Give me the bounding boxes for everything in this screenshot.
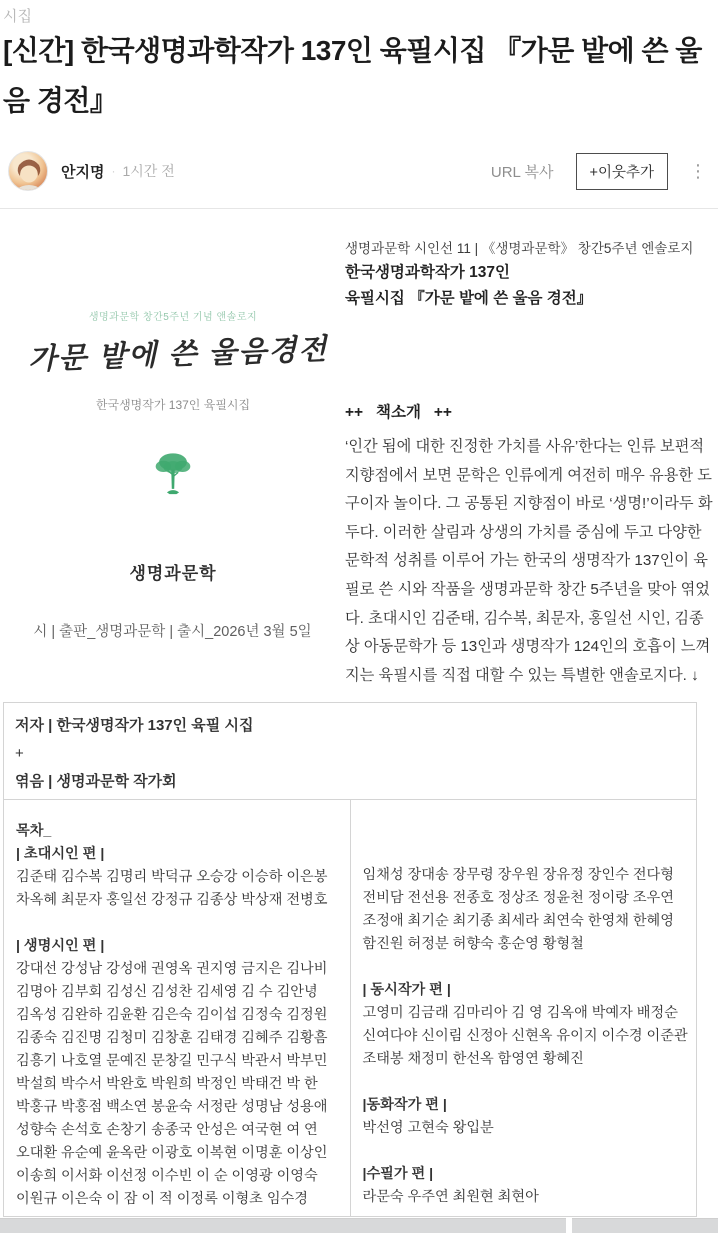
toc-text-line: 조정애 최기순 최기종 최세라 최연숙 한영채 한혜영 <box>362 913 674 929</box>
toc-text-line: 차옥혜 최문자 홍일선 강정규 김종상 박상재 전병호 <box>16 892 328 908</box>
author-name[interactable]: 안지명 <box>61 163 105 181</box>
toc-section-heading: |수필가 편 | <box>362 1166 434 1182</box>
more-options-icon[interactable]: ⋮ <box>689 161 707 181</box>
avatar-illustration <box>9 152 48 191</box>
toc-text-line: 임채성 장대송 장무령 장우원 장유정 장인수 전다형 <box>362 867 674 883</box>
book-title-line1: 한국생명과학작가 137인 <box>345 264 510 281</box>
add-neighbor-button[interactable]: +이웃추가 <box>576 153 669 190</box>
book-details-table <box>3 702 697 1217</box>
toc-text-line: + <box>15 745 24 762</box>
book-intro-heading: ++ 책소개 ++ <box>345 404 452 421</box>
tree-icon <box>28 449 318 501</box>
url-copy-button[interactable]: URL 복사 <box>490 163 554 181</box>
toc-section-heading: | 생명시인 편 | <box>16 938 105 954</box>
image-caption: 시 | 출판_생명과문학 | 출시_2026년 3월 5일 <box>33 624 312 640</box>
cover-top-label: 생명과문학 창간5주년 기념 앤솔로지 <box>88 312 258 323</box>
post-category[interactable]: 시집 <box>3 8 32 25</box>
toc-text-line: 성향숙 손석호 손창기 송종국 안성은 여국현 여 연 <box>16 1122 318 1138</box>
toc-text-line: 조태봉 채정미 한선옥 함영연 황혜진 <box>362 1051 584 1067</box>
series-line: 생명과문학 시인선 11 | 《생명과문학》 창간5주년 엔솔로지 <box>345 241 694 256</box>
toc-text-line: 신여다야 신이림 신정아 신현옥 유이지 이수경 이준관 <box>362 1028 688 1044</box>
horizontal-scrollbar-left[interactable] <box>0 1218 566 1233</box>
toc-section-heading: 목차_ <box>16 823 52 839</box>
book-intro-text: ‘인간 됨에 대한 진정한 가치를 사유’한다는 인류 보편적 지향점에서 보면 문학은 인류에게 여전히 매우 유용한 도구이자 놀이다. 그 공통된 지향점이 바로 ‘생명!’이라두 화두다. 이러한 살림과 상생의 가치를 중심에 두고 다양한 문학적 성취를 이루어 가는 한국의 생명작가 137인이 육필로 쓴 시와 작품을 생명과문학 창간 5주년을 맞아 엮었다. 초대시인 김준태, 김수복, 최문자, 홍일선 시인, 김종상 아동문학가 등 13인과 생명작가 124인의 호흡이 느껴지는 육필시를 직접 대할 수 있는 특별한 앤솔로지다. ↓ <box>345 438 713 684</box>
book-info-section <box>345 238 718 690</box>
book-title-line2: 육필시집 『가문 밭에 쓴 울음 경전』 <box>345 290 593 307</box>
toc-text-line: 김준태 김수복 김명리 박덕규 오승강 이승하 이은봉 <box>16 869 328 885</box>
toc-text-line: 이원규 이은숙 이 잠 이 적 이정록 이형초 임수경 <box>16 1191 308 1207</box>
blank-line <box>363 1071 685 1094</box>
blank-line <box>363 956 685 979</box>
toc-text-line: 김종숙 김진명 김청미 김창훈 김태경 김혜주 김황흠 <box>16 1030 328 1046</box>
book-cover-image[interactable] <box>27 240 329 584</box>
blank-line <box>16 912 338 935</box>
toc-text-line: 박설희 박수서 박완호 박원희 박정인 박태건 박 한 <box>16 1076 318 1092</box>
toc-text-line: 오대환 유순예 윤옥란 이광호 이복현 이명훈 이상인 <box>16 1145 328 1161</box>
cover-calligraphy-title: 가문 밭에 쓴 울음경전 <box>27 333 329 377</box>
toc-right-cell <box>350 800 697 1217</box>
toc-text-line: 박선영 고현숙 왕입분 <box>362 1120 494 1136</box>
toc-section-heading: | 초대시인 편 | <box>16 846 105 862</box>
post-title: [신간] 한국생명과학작가 137인 육필시집 『가문 밭에 쓴 울음 경전』 <box>3 35 702 116</box>
toc-text-line: 김흥기 나호열 문예진 문창길 민구식 박관서 박부민 <box>16 1053 328 1069</box>
toc-text-line: 김명아 김부회 김성신 김성찬 김세영 김 수 김안녕 <box>16 984 318 1000</box>
blank-line <box>363 1140 685 1163</box>
toc-text-line: 박홍규 박홍점 백소연 봉윤숙 서정란 성명남 성용애 <box>16 1099 328 1115</box>
toc-text-line: 김옥성 김완하 김윤환 김은숙 김이섭 김정숙 김정원 <box>16 1007 328 1023</box>
toc-section-heading: 저자 | 한국생명작가 137인 육필 시집 <box>15 717 254 734</box>
author-cell <box>4 703 697 800</box>
post-meta-row <box>8 150 712 192</box>
toc-text-line: 고영미 김금래 김마리아 김 영 김옥애 박예자 배정순 <box>362 1005 678 1021</box>
toc-text-line: 라문숙 우주연 최원현 최현아 <box>362 1189 539 1205</box>
toc-text-line: 함진원 허정분 허향숙 홍순영 황형철 <box>362 936 584 952</box>
publisher-logo: 생명과문학 <box>129 564 217 583</box>
cover-subtitle: 한국생명작가 137인 육필시집 <box>95 398 251 412</box>
post-time: 1시간 전 <box>122 163 175 179</box>
toc-left-cell <box>4 800 351 1217</box>
meta-separator: · <box>111 164 116 178</box>
toc-section-heading: |동화작가 편 | <box>362 1097 447 1113</box>
header-divider <box>0 208 718 209</box>
bottom-scrollbar-area <box>0 1218 718 1233</box>
meta-actions <box>491 153 712 190</box>
toc-text-line: 전비담 전선용 전종호 정상조 정윤천 정이랑 조우연 <box>362 890 674 906</box>
horizontal-scrollbar-right[interactable] <box>572 1218 718 1233</box>
author-avatar[interactable] <box>8 151 48 191</box>
toc-section-heading: | 동시작가 편 | <box>362 982 451 998</box>
toc-text-line: 이송희 이서화 이선정 이수빈 이 순 이영광 이영숙 <box>16 1168 318 1184</box>
toc-section-heading: 엮음 | 생명과문학 작가회 <box>15 773 177 790</box>
toc-text-line: 강대선 강성남 강성애 권영옥 권지영 금지은 김나비 <box>16 961 328 977</box>
